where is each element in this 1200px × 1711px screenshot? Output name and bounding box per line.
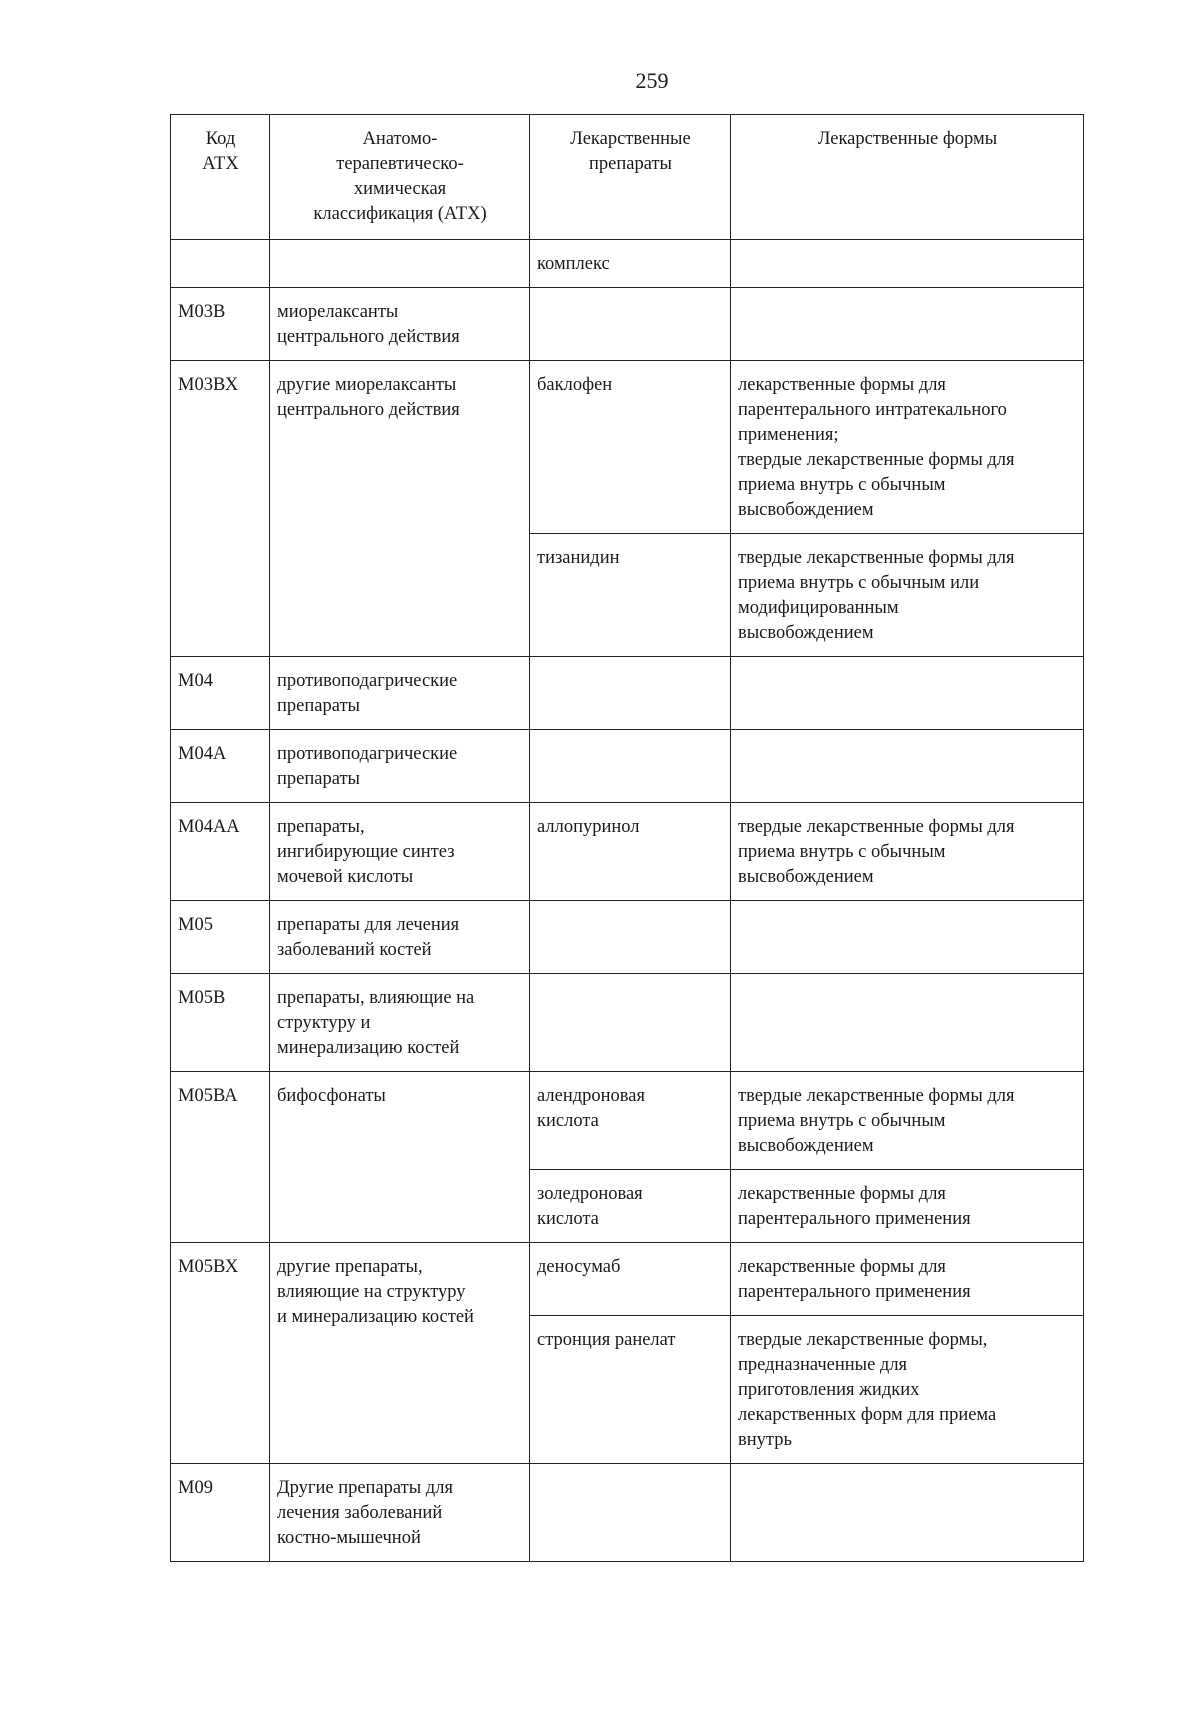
header-forms: Лекарственные формы	[731, 115, 1084, 240]
page-number: 259	[635, 68, 669, 93]
atc-code-cell: М03ВХ	[171, 361, 270, 657]
drug-cell: алендроновая кислота	[530, 1072, 731, 1170]
drug-cell	[530, 288, 731, 361]
dosage-form-cell: твердые лекарственные формы для приема внутрь с обычным высвобождением	[731, 1072, 1084, 1170]
atc-code-cell	[171, 240, 270, 288]
drug-cell	[530, 974, 731, 1072]
drug-cell: тизанидин	[530, 534, 731, 657]
dosage-form-cell: лекарственные формы для парентерального применения	[731, 1170, 1084, 1243]
table-body	[171, 240, 1084, 1562]
drug-cell	[530, 1464, 731, 1562]
header-drugs: Лекарственные препараты	[530, 115, 731, 240]
atc-table	[170, 114, 1084, 1562]
drug-cell: стронция ранелат	[530, 1316, 731, 1464]
classification-cell: Другие препараты для лечения заболеваний костно-мышечной	[270, 1464, 530, 1562]
drug-cell: деносумаб	[530, 1243, 731, 1316]
table-row	[171, 1464, 1084, 1562]
table-row	[171, 1072, 1084, 1170]
atc-code-cell: М05	[171, 901, 270, 974]
drug-cell	[530, 657, 731, 730]
drug-cell	[530, 730, 731, 803]
dosage-form-cell	[731, 657, 1084, 730]
atc-code-cell: М05ВА	[171, 1072, 270, 1243]
classification-cell: другие миорелаксанты центрального действия	[270, 361, 530, 657]
table-row	[171, 730, 1084, 803]
header-classification: Анатомо- терапевтическо- химическая классификация (АТХ)	[270, 115, 530, 240]
table-row	[171, 803, 1084, 901]
table-row	[171, 288, 1084, 361]
atc-code-cell: М05ВХ	[171, 1243, 270, 1464]
drug-cell	[530, 901, 731, 974]
dosage-form-cell: лекарственные формы для парентерального интратекального применения; твердые лекарственные формы для приема внутрь с обычным высвобождением	[731, 361, 1084, 534]
table-row	[171, 1243, 1084, 1316]
classification-cell: другие препараты, влияющие на структуру и минерализацию костей	[270, 1243, 530, 1464]
classification-cell: миорелаксанты центрального действия	[270, 288, 530, 361]
dosage-form-cell: твердые лекарственные формы, предназначенные для приготовления жидких лекарственных форм для приема внутрь	[731, 1316, 1084, 1464]
dosage-form-cell	[731, 974, 1084, 1072]
classification-cell: противоподагрические препараты	[270, 657, 530, 730]
dosage-form-cell: твердые лекарственные формы для приема внутрь с обычным или модифицированным высвобождением	[731, 534, 1084, 657]
drug-cell: аллопуринол	[530, 803, 731, 901]
table-row	[171, 974, 1084, 1072]
classification-cell: препараты, влияющие на структуру и минерализацию костей	[270, 974, 530, 1072]
atc-code-cell: М09	[171, 1464, 270, 1562]
atc-code-cell: М05В	[171, 974, 270, 1072]
dosage-form-cell: лекарственные формы для парентерального применения	[731, 1243, 1084, 1316]
dosage-form-cell	[731, 240, 1084, 288]
table-row	[171, 240, 1084, 288]
table-row	[171, 657, 1084, 730]
dosage-form-cell	[731, 288, 1084, 361]
drug-cell: золедроновая кислота	[530, 1170, 731, 1243]
classification-cell: бифосфонаты	[270, 1072, 530, 1243]
classification-cell: препараты, ингибирующие синтез мочевой кислоты	[270, 803, 530, 901]
classification-cell: противоподагрические препараты	[270, 730, 530, 803]
drug-cell: баклофен	[530, 361, 731, 534]
atc-code-cell: М04А	[171, 730, 270, 803]
dosage-form-cell: твердые лекарственные формы для приема внутрь с обычным высвобождением	[731, 803, 1084, 901]
table-header	[171, 115, 1084, 240]
table-row	[171, 901, 1084, 974]
atc-code-cell: М03В	[171, 288, 270, 361]
dosage-form-cell	[731, 1464, 1084, 1562]
atc-code-cell: М04	[171, 657, 270, 730]
header-code: Код АТХ	[171, 115, 270, 240]
classification-cell: препараты для лечения заболеваний костей	[270, 901, 530, 974]
table-row	[171, 361, 1084, 534]
dosage-form-cell	[731, 730, 1084, 803]
dosage-form-cell	[731, 901, 1084, 974]
atc-code-cell: М04АА	[171, 803, 270, 901]
header-row	[171, 115, 1084, 240]
drug-cell: комплекс	[530, 240, 731, 288]
classification-cell	[270, 240, 530, 288]
